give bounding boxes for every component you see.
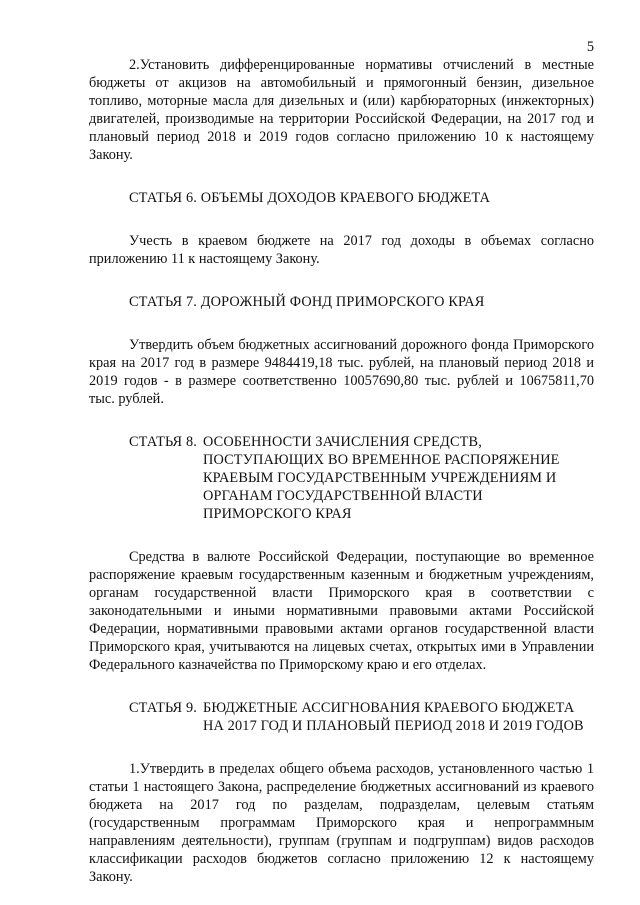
- article-8-paragraph: Средства в валюте Российской Федерации, поступающие во временное распоряжение краевым государственным казенным и бюджетным учреждениям, органам государственной власти Приморского края в соответствии с законодательными и иными нормативными правовыми актами Российской Федерации, нормативными правовыми актами органов государственной власти Приморского края, учитываются на лицевых счетах, открытых ими в Управлении Федерального казначейства по Приморскому краю и его отделах.: [89, 549, 594, 673]
- page-number: 5: [586, 39, 594, 55]
- article-9-label: СТАТЬЯ 9.: [129, 700, 197, 716]
- article-7-heading: СТАТЬЯ 7. ДОРОЖНЫЙ ФОНД ПРИМОРСКОГО КРАЯ: [129, 294, 485, 310]
- document-body: [89, 0, 594, 886]
- article-9-title: БЮДЖЕТНЫЕ АССИГНОВАНИЯ КРАЕВОГО БЮДЖЕТА НА 2017 ГОД И ПЛАНОВЫЙ ПЕРИОД 2018 И 2019 ГОДОВ: [203, 700, 584, 734]
- article-6-heading: СТАТЬЯ 6. ОБЪЕМЫ ДОХОДОВ КРАЕВОГО БЮДЖЕТА: [129, 190, 491, 206]
- article-6-paragraph: Учесть в краевом бюджете на 2017 год доходы в объемах согласно приложению 11 к настоящему Закону.: [89, 233, 594, 267]
- article-8-heading: [89, 433, 594, 523]
- article-7-paragraph: Утвердить объем бюджетных ассигнований дорожного фонда Приморского края на 2017 год в размере 9484419,18 тыс. рублей, на плановый период 2018 и 2019 годов - в размере соответственно 10057690,80 тыс. рублей и 10675811,70 тыс. рублей.: [89, 337, 594, 407]
- article-9-heading: [89, 699, 594, 735]
- article-8-title: ОСОБЕННОСТИ ЗАЧИСЛЕНИЯ СРЕДСТВ, ПОСТУПАЮЩИХ ВО ВРЕМЕННОЕ РАСПОРЯЖЕНИЕ КРАЕВЫМ ГОСУДАРСТВЕННЫМ УЧРЕЖДЕНИЯМ И ОРГАНАМ ГОСУДАРСТВЕННОЙ ВЛАСТИ ПРИМОРСКОГО КРАЯ: [203, 434, 560, 522]
- article-8-label: СТАТЬЯ 8.: [129, 434, 197, 450]
- article-5-paragraph-2: 2.Установить дифференцированные нормативы отчислений в местные бюджеты от акцизов на автомобильный и прямогонный бензин, дизельное топливо, моторные масла для дизельных и (или) карбюраторных (инжекторных) двигателей, производимые на территории Российской Федерации, на 2017 год и плановый период 2018 и 2019 годов согласно приложению 10 к настоящему Закону.: [89, 57, 594, 163]
- article-9-paragraph-1: 1.Утвердить в пределах общего объема расходов, установленного частью 1 статьи 1 настоящего Закона, распределение бюджетных ассигнований из краевого бюджета на 2017 год по разделам, подразделам, целевым статьям (государственным программам Приморского края и непрограммным направлениям деятельности), группам (группам и подгруппам) видов расходов классификации расходов бюджетов согласно приложению 12 к настоящему Закону.: [89, 761, 594, 885]
